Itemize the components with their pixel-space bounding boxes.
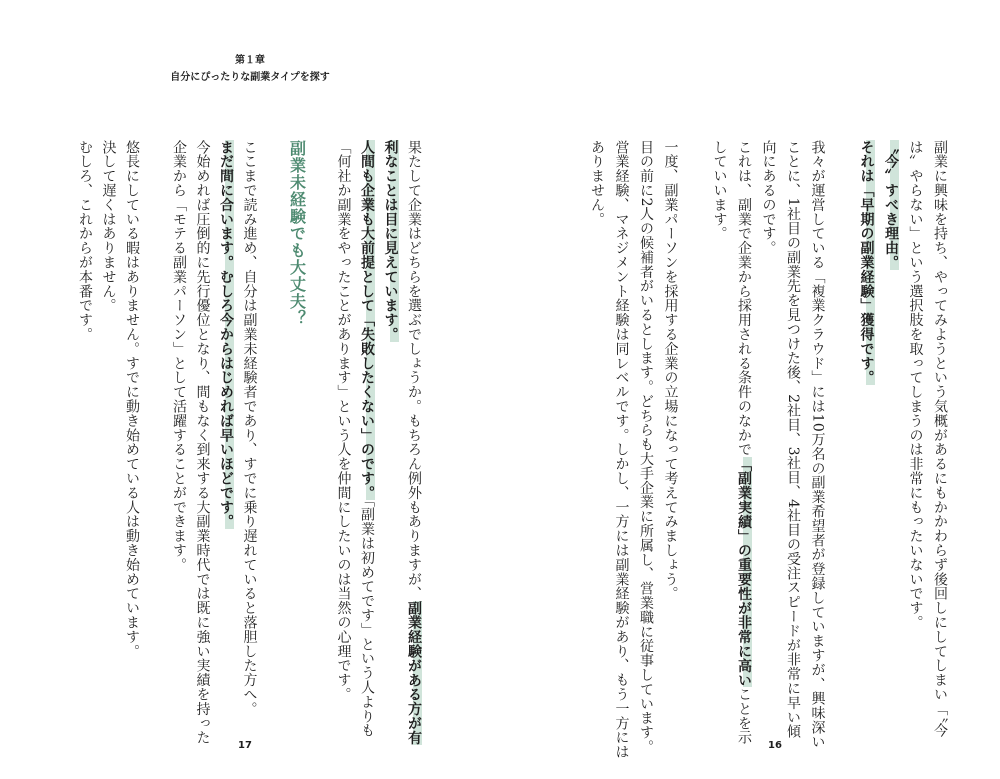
text-run: 悠長にしている暇はありません。すでに動き始めている人は動き始めています。 bbox=[124, 140, 140, 659]
text-run: 〝今〟すべき理由。 bbox=[883, 140, 899, 270]
text-column bbox=[779, 140, 807, 739]
text-column bbox=[165, 140, 193, 730]
text-column bbox=[926, 140, 954, 738]
text-run: 我々が運営している「複業クラウド」には10万名の副業希望者が登録していますが、興味深い bbox=[809, 140, 826, 750]
text-run: 副業経験がある方が有 bbox=[406, 600, 422, 745]
text-run: 「何社か副業をやったことがあります」という人を仲間にしたいのは当然の心理です。 bbox=[335, 140, 352, 702]
text-column bbox=[706, 140, 734, 730]
right-page bbox=[500, 0, 1000, 779]
text-run: これは、副業で企業から採用される条件のなかで bbox=[736, 140, 752, 457]
text-run: まだ間に合います。むしろ今からはじめれば早いほどです。 bbox=[218, 140, 234, 529]
text-run: むしろ、これからが本番です。 bbox=[77, 140, 93, 342]
text-run: 利なことは目に見えています。 bbox=[382, 140, 399, 342]
text-run: は〟やらない」という選択肢を取ってしまうのは非常にもったいないです。 bbox=[907, 140, 924, 630]
text-run: 副業に興味を持ち、やってみようという気概があるにもかかわらず後回しにしてしまい「〝今 bbox=[932, 140, 948, 738]
text-run: 「副業実績」の重要性が非常に高い bbox=[736, 456, 752, 688]
text-column bbox=[583, 140, 611, 730]
text-run: していいます。 bbox=[711, 140, 728, 241]
text-run: それは「早期の副業経験」獲得です。 bbox=[858, 140, 875, 385]
text-column bbox=[853, 140, 881, 730]
text-column bbox=[283, 140, 311, 730]
text-column bbox=[902, 140, 930, 730]
text-column bbox=[632, 140, 660, 755]
text-run: 今始めれば圧倒的に先行優位となり、間もなく到来する大副業時代では既に強い実績を持った bbox=[194, 140, 211, 745]
page-number-left: 17 bbox=[238, 740, 252, 751]
page-number-right: 16 bbox=[768, 740, 782, 751]
chapter-title: 自分にぴったりな副業タイプを探す bbox=[170, 72, 330, 83]
text-column bbox=[755, 140, 783, 730]
text-column bbox=[330, 140, 358, 730]
text-run: 営業経験、マネジメント経験は同レベルです。しかし、一方には副業経験があり、もう一方には bbox=[613, 140, 630, 760]
text-run: ことに、1社目の副業先を見つけた後、2社目、3社目、4社目の受注スピードが非常に早い傾 bbox=[785, 140, 801, 739]
text-run: 一度、副業パーソンを採用する企業の立場になって考えてみましょう。 bbox=[662, 140, 679, 601]
text-run: ここまで読み進め、自分は副業未経験者であり、すでに乗り遅れていると落胆した方へ。 bbox=[241, 140, 258, 716]
text-run: 「副業は初めてです」という人よりも bbox=[359, 500, 375, 738]
text-column bbox=[657, 140, 685, 730]
text-column bbox=[71, 140, 99, 730]
text-run: 企業から「モテる副業パーソン」として活躍することができます。 bbox=[171, 140, 187, 572]
text-column bbox=[608, 140, 636, 760]
section-heading: 副業未経験でも大丈夫？ bbox=[287, 140, 307, 327]
text-run: 人間も企業も大前提として「失敗したくない」のです。 bbox=[359, 140, 375, 500]
text-run: 決して遅くはありません。 bbox=[100, 140, 117, 313]
running-header bbox=[0, 52, 500, 86]
text-column bbox=[877, 140, 905, 730]
text-column bbox=[730, 140, 758, 745]
text-column bbox=[804, 140, 832, 750]
text-run: ことを示 bbox=[736, 687, 752, 745]
text-run: ありません。 bbox=[589, 140, 605, 227]
text-run: 向にあるのです。 bbox=[760, 140, 777, 256]
text-run: 目の前に2人の候補者がいるとします。どちらも大手企業に所属し、営業職に従事しています。 bbox=[638, 140, 654, 755]
chapter-label: 第１章 bbox=[235, 55, 265, 66]
text-run: 果たして企業はどちらを選ぶでしょうか。もちろん例外もありますが、 bbox=[406, 140, 422, 601]
